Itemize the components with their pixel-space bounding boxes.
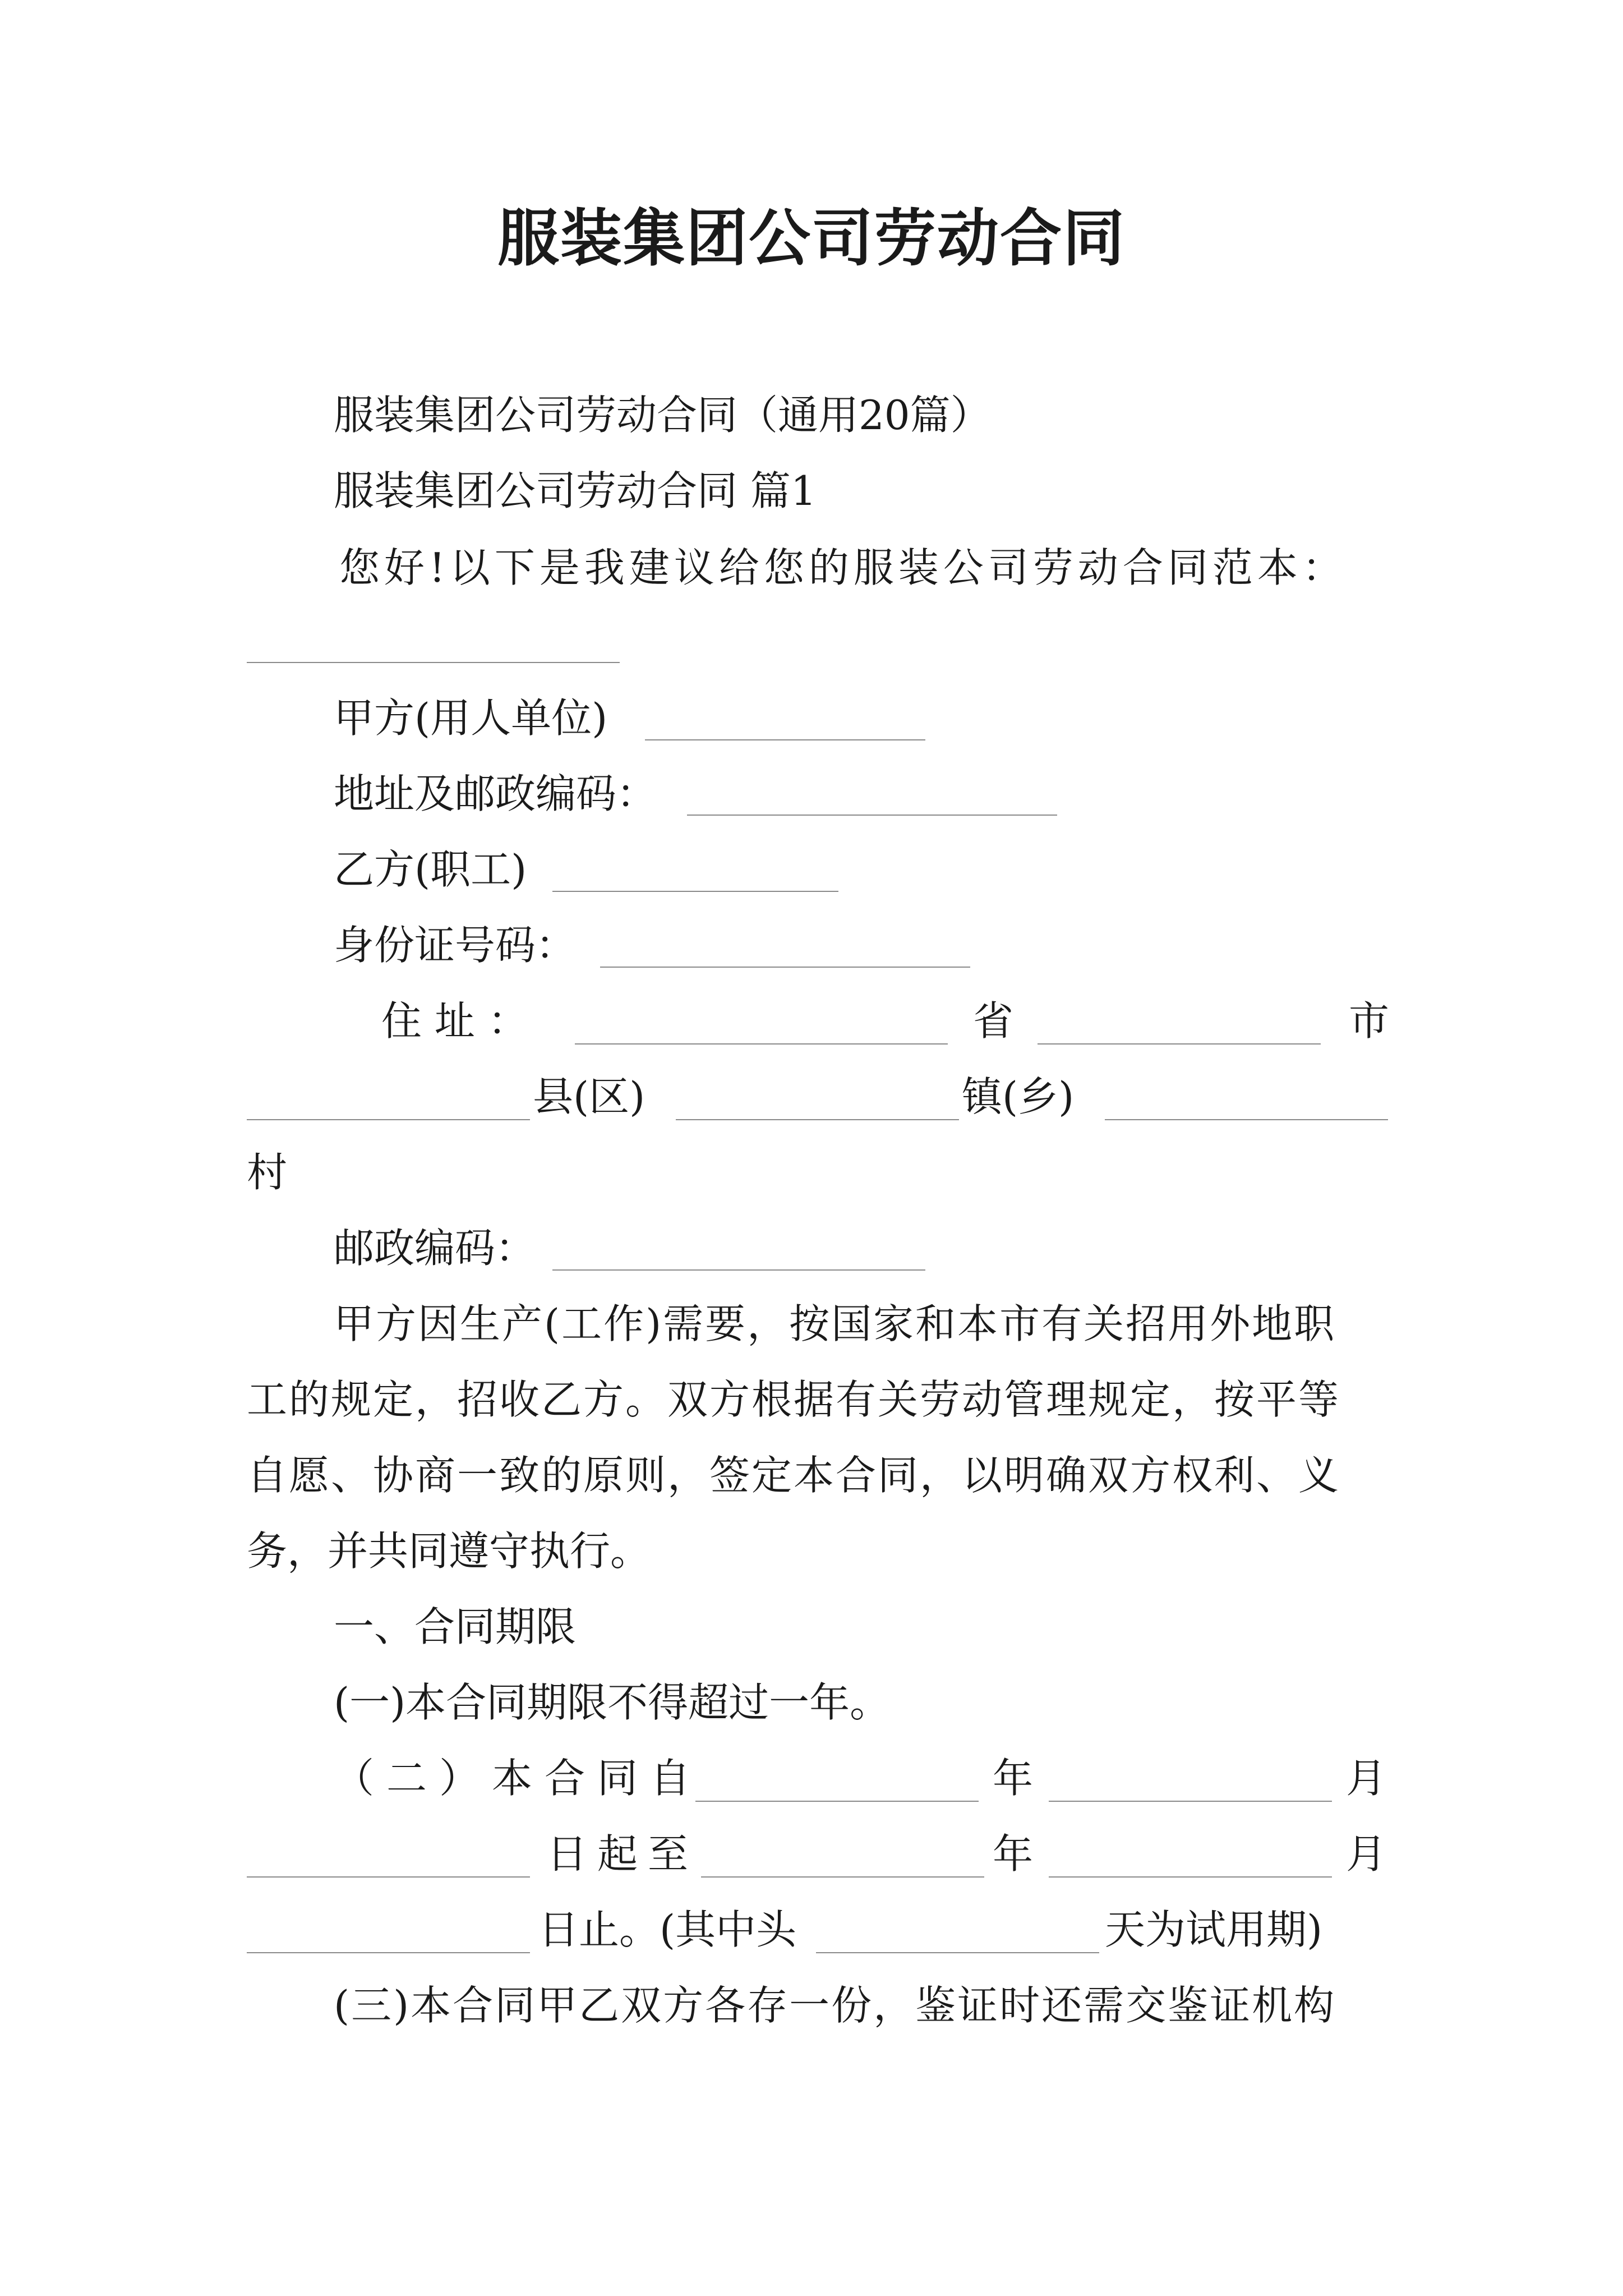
residence-label: 住 址 ： <box>381 997 528 1045</box>
page-title: 服装集团公司劳动合同 <box>497 203 1126 274</box>
address-postcode-blank <box>687 815 1057 816</box>
subtitle: 服装集团公司劳动合同（通用20篇） <box>334 392 991 439</box>
id-number-label: 身份证号码： <box>334 922 577 969</box>
term-clause-3: (三)本合同甲乙双方各存一份，鉴证时还需交鉴证机构 <box>334 1982 1336 2029</box>
city-label: 市 <box>1349 997 1390 1045</box>
province-blank <box>1038 1043 1321 1045</box>
address-postcode-label: 地址及邮政编码： <box>334 770 657 817</box>
end-year-blank <box>701 1876 984 1878</box>
year-label: 年 <box>993 1755 1034 1802</box>
year-label: 年 <box>993 1830 1034 1878</box>
term-clause-1: (一)本合同期限不得超过一年。 <box>334 1679 891 1726</box>
town-blank <box>1105 1119 1388 1120</box>
from-day-label: 日起至 <box>547 1830 699 1878</box>
party-b-blank <box>552 891 838 892</box>
county-label: 县(区) <box>533 1073 645 1120</box>
id-number-blank <box>600 967 970 968</box>
town-label: 镇(乡) <box>962 1073 1075 1120</box>
greeting-text: 您好!以下是我建议给您的服装公司劳动合同范本： <box>339 544 1347 591</box>
section-heading: 服装集团公司劳动合同 篇1 <box>334 467 817 514</box>
county-blank <box>676 1119 959 1120</box>
end-day-blank <box>247 1952 530 1953</box>
term-clause-2-prefix: （二）本合同自 <box>334 1755 703 1802</box>
start-month-blank <box>1049 1801 1332 1802</box>
month-label: 月 <box>1346 1830 1387 1878</box>
start-year-blank <box>695 1801 979 1802</box>
start-day-blank <box>247 1876 530 1878</box>
probation-label: 天为试用期) <box>1105 1906 1323 1953</box>
probation-days-blank <box>816 1952 1099 1953</box>
party-a-blank <box>645 739 925 740</box>
postcode-blank <box>552 1269 925 1271</box>
blank-line <box>247 662 620 663</box>
end-month-blank <box>1049 1876 1332 1878</box>
residence-blank <box>575 1043 948 1045</box>
postcode-label: 邮政编码： <box>334 1225 536 1272</box>
month-label: 月 <box>1346 1755 1387 1802</box>
province-label: 省 <box>973 997 1014 1045</box>
paragraph-line: 甲方因生产(工作)需要，按国家和本市有关招用外地职 <box>334 1300 1336 1347</box>
paragraph-line: 工的规定，招收乙方。双方根据有关劳动管理规定，按平等 <box>247 1376 1341 1423</box>
village-label: 村 <box>247 1149 288 1196</box>
paragraph-line: 务，并共同遵守执行。 <box>247 1527 651 1575</box>
party-b-label: 乙方(职工) <box>334 846 527 893</box>
paragraph-line: 自愿、协商一致的原则，签定本合同，以明确双方权利、义 <box>247 1452 1341 1499</box>
end-day-label: 日止。(其中头 <box>538 1906 797 1953</box>
term-heading: 一、合同期限 <box>334 1603 577 1650</box>
city-blank <box>247 1119 530 1120</box>
party-a-label: 甲方(用人单位) <box>334 694 608 742</box>
